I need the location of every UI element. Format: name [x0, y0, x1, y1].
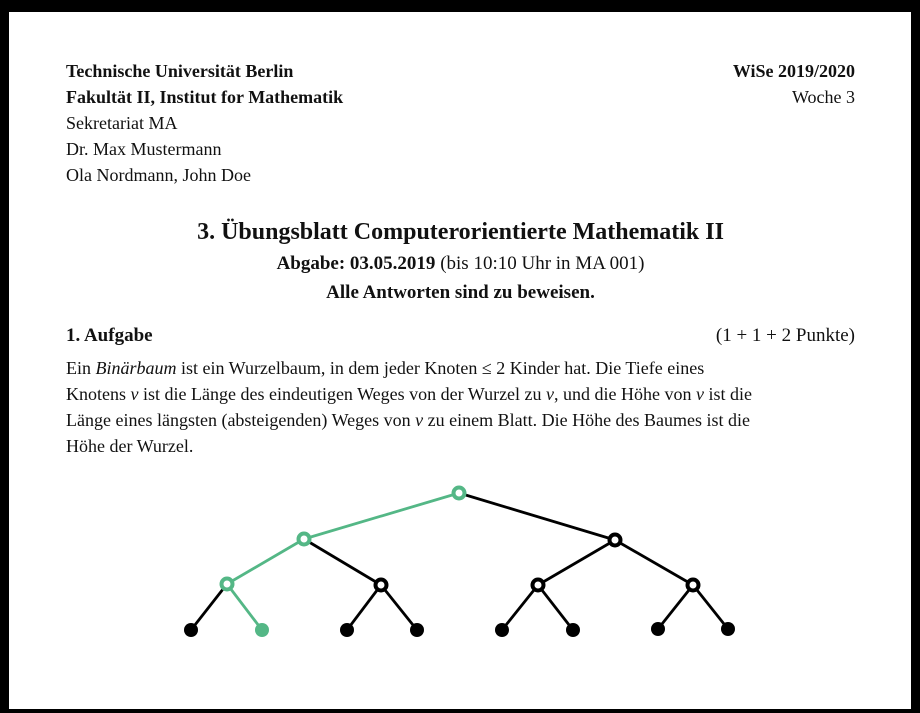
tree-edge-r-rr	[615, 540, 693, 585]
tree-node-llr	[255, 623, 269, 637]
binary-tree-figure	[9, 12, 911, 709]
due-details: (bis 10:10 Uhr in MA 001)	[435, 253, 645, 274]
tree-node-lrr	[410, 623, 424, 637]
task-points: (1 + 1 + 2 Punkte)	[715, 325, 855, 346]
tree-node-rlr	[566, 623, 580, 637]
university-name: Technische Universität Berlin	[66, 61, 294, 81]
tree-node-ll	[222, 579, 233, 590]
tree-node-rr	[688, 580, 699, 591]
tree-edge-rr-rrr	[693, 585, 728, 629]
semester-label: WiSe 2019/2020	[732, 61, 855, 81]
paragraph-line: Höhe der Wurzel.	[66, 436, 194, 456]
tree-edge-root-r	[459, 493, 615, 540]
tree-node-r	[610, 535, 621, 546]
week-label: Woche 3	[791, 87, 855, 107]
tree-node-rll	[495, 623, 509, 637]
tree-node-lll	[184, 623, 198, 637]
due-date: Abgabe: 03.05.2019	[276, 253, 436, 274]
tree-edge-l-lr	[304, 539, 381, 585]
tree-node-lr	[376, 580, 387, 591]
tree-edge-ll-llr	[227, 584, 262, 630]
faculty-name: Fakultät II, Institut for Mathematik	[66, 87, 344, 107]
tree-edge-ll-lll	[191, 584, 227, 630]
tree-node-lrl	[340, 623, 354, 637]
tree-node-root	[454, 488, 465, 499]
task-heading: 1. Aufgabe	[66, 325, 153, 346]
tree-edge-r-rl	[538, 540, 615, 585]
paragraph-line: Ein Binärbaum ist ein Wurzelbaum, in dem jeder Knoten ≤ 2 Kinder hat. Die Tiefe eines	[66, 358, 705, 378]
tree-edge-rr-rrl	[658, 585, 693, 629]
assistants-line: Ola Nordmann, John Doe	[66, 165, 251, 185]
tree-node-rl	[533, 580, 544, 591]
tree-edge-rl-rlr	[538, 585, 573, 630]
document-page	[9, 12, 911, 709]
lecturer-name: Dr. Max Mustermann	[66, 139, 222, 159]
tree-node-l	[299, 534, 310, 545]
tree-edge-lr-lrl	[347, 585, 381, 630]
proof-note: Alle Antworten sind zu beweisen.	[326, 282, 595, 303]
tree-edge-l-ll	[227, 539, 304, 584]
tree-node-rrr	[721, 622, 735, 636]
tree-node-rrl	[651, 622, 665, 636]
paragraph-line: Knotens v ist die Länge des eindeutigen Weges von der Wurzel zu v, und die Höhe von v ist die	[66, 384, 753, 404]
sheet-title: 3. Übungsblatt Computerorientierte Mathematik II	[197, 219, 724, 245]
paragraph-line: Länge eines längsten (absteigenden) Weges von v zu einem Blatt. Die Höhe des Baumes ist die	[66, 410, 751, 430]
tree-edge-rl-rll	[502, 585, 538, 630]
tree-edge-root-l	[304, 493, 459, 539]
office-line: Sekretariat MA	[66, 113, 178, 133]
tree-edge-lr-lrr	[381, 585, 417, 630]
